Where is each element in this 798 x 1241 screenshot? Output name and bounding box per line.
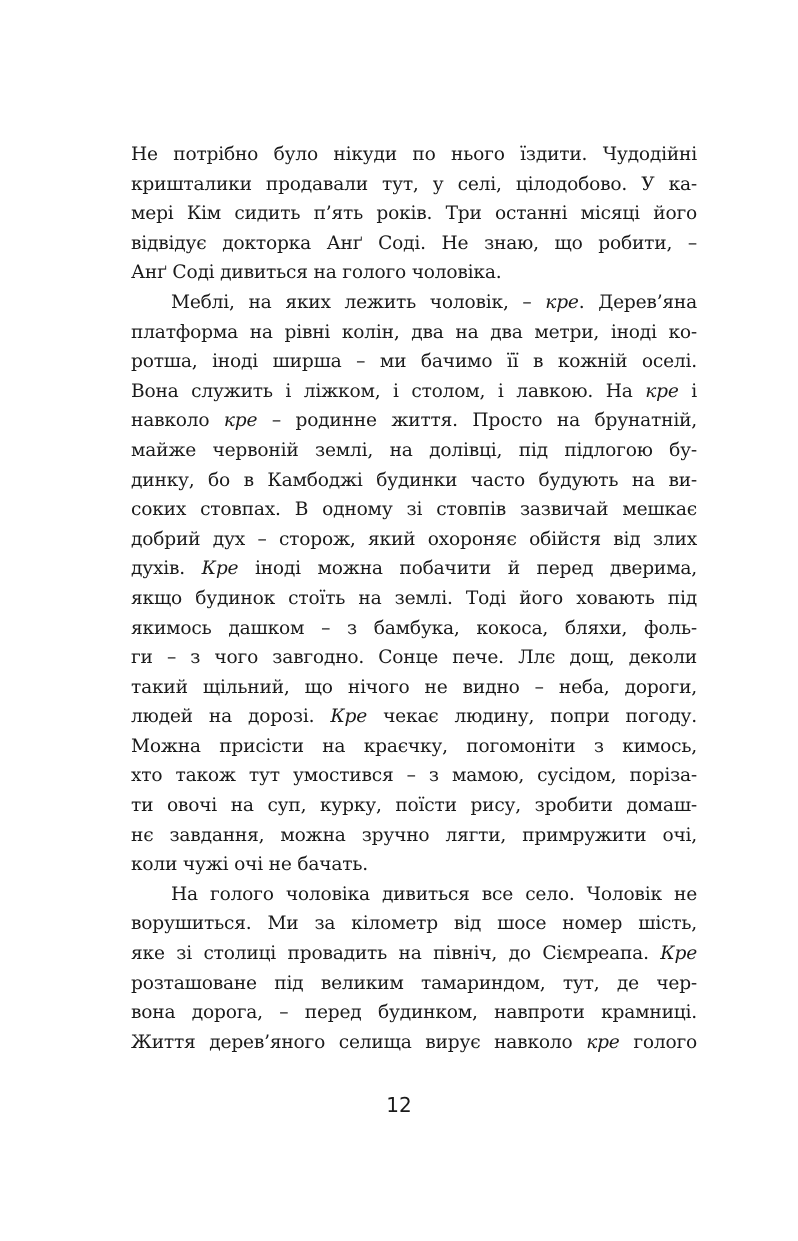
text-run: платформа на рівні колін, два на два метри, іноді ко- (131, 321, 697, 343)
text-line (131, 850, 697, 880)
text-line (131, 288, 697, 318)
text-run: – родинне життя. Просто на брунатній, (257, 410, 697, 432)
text-run: голого (619, 1031, 697, 1053)
text-run: Анґ Соді дивиться на голого чоловіка. (131, 262, 502, 284)
italic-term: кре (645, 380, 679, 402)
text-line (131, 495, 697, 525)
text-run: майже червоній землі, на долівці, під підлогою бу- (131, 439, 697, 461)
text-run: людей на дорозі. (131, 706, 331, 728)
text-run: Життя дерев’яного селища вирує навколо (131, 1031, 587, 1053)
text-line (131, 584, 697, 614)
italic-term: Кре (660, 943, 697, 965)
text-line (131, 170, 697, 200)
text-line (131, 258, 697, 288)
text-run: відвідує докторка Анґ Соді. Не знаю, що робити, – (131, 232, 697, 254)
text-line (131, 199, 697, 229)
text-run: розташоване під великим тамариндом, тут, де чер- (131, 972, 697, 994)
text-run: ворушиться. Ми за кілометр від шосе номер шість, (131, 913, 697, 935)
paragraph (131, 880, 697, 1058)
text-line (131, 614, 697, 644)
text-run: Меблі, на яких лежить чоловік, – (171, 291, 546, 313)
text-run: такий щільний, що нічого не видно – неба, дороги, (131, 676, 697, 698)
text-line (131, 525, 697, 555)
text-line (131, 702, 697, 732)
text-line (131, 673, 697, 703)
text-line (131, 347, 697, 377)
text-line (131, 406, 697, 436)
text-line (131, 939, 697, 969)
text-run: якимось дашком – з бамбука, кокоса, бляхи, фоль- (131, 617, 697, 639)
text-line (131, 229, 697, 259)
paragraph (131, 288, 697, 880)
text-run: добрий дух – сторож, який охороняє обійстя від злих (131, 528, 697, 550)
text-run: На голого чоловіка дивиться все село. Чоловік не (171, 883, 697, 905)
text-run: соких стовпах. В одному зі стовпів зазвичай мешкає (131, 499, 697, 521)
text-run: ротша, іноді ширша – ми бачимо її в кожній оселі. (131, 351, 697, 373)
body-text (131, 140, 697, 1057)
text-run: і (678, 380, 697, 402)
text-run: динку, бо в Камбоджі будинки часто будують на ви- (131, 469, 697, 491)
text-line (131, 998, 697, 1028)
italic-term: Кре (201, 558, 239, 580)
text-run: вона дорога, – перед будинком, навпроти крамниці. (131, 1002, 697, 1024)
text-run: кришталики продавали тут, у селі, цілодобово. У ка- (131, 173, 697, 195)
text-line (131, 318, 697, 348)
text-run: іноді можна побачити й перед дверима, (238, 558, 697, 580)
text-run: мері Кім сидить п’ять років. Три останні місяці його (131, 203, 697, 225)
text-line (131, 732, 697, 762)
text-line (131, 791, 697, 821)
text-line (131, 140, 697, 170)
text-run: нє завдання, можна зручно лягти, примружити очі, (131, 824, 697, 846)
paragraph (131, 140, 697, 288)
text-line (131, 1028, 697, 1058)
text-run: ти овочі на суп, курку, поїсти рису, зробити домаш- (131, 795, 697, 817)
text-run: . Дерев’яна (578, 291, 698, 313)
text-line (131, 969, 697, 999)
text-line (131, 466, 697, 496)
text-line (131, 821, 697, 851)
italic-term: кре (545, 291, 579, 313)
text-line (131, 377, 697, 407)
text-line (131, 880, 697, 910)
page-number: 12 (386, 1093, 412, 1117)
italic-term: кре (223, 410, 258, 432)
text-run: ги – з чого завгодно. Сонце пече. Ллє дощ, деколи (131, 647, 697, 669)
text-line (131, 643, 697, 673)
text-run: навколо (131, 410, 224, 432)
text-run: якщо будинок стоїть на землі. Тоді його ховають під (131, 587, 697, 609)
text-line (131, 554, 697, 584)
text-run: коли чужі очі не бачать. (131, 854, 368, 876)
text-run: духів. (131, 558, 202, 580)
italic-term: Кре (330, 706, 368, 728)
text-line (131, 436, 697, 466)
text-run: яке зі столиці провадить на північ, до Сіємреапа. (131, 943, 661, 965)
text-run: чекає людину, попри погоду. (367, 706, 697, 728)
text-line (131, 761, 697, 791)
text-run: Вона служить і ліжком, і столом, і лавкою. На (131, 380, 646, 402)
italic-term: кре (586, 1031, 620, 1053)
text-line (131, 909, 697, 939)
text-run: Не потрібно було нікуди по нього їздити. Чудодійні (131, 144, 697, 165)
text-run: хто також тут умостився – з мамою, сусідом, поріза- (131, 765, 697, 787)
text-run: Можна присісти на краєчку, погомоніти з кимось, (131, 735, 697, 757)
